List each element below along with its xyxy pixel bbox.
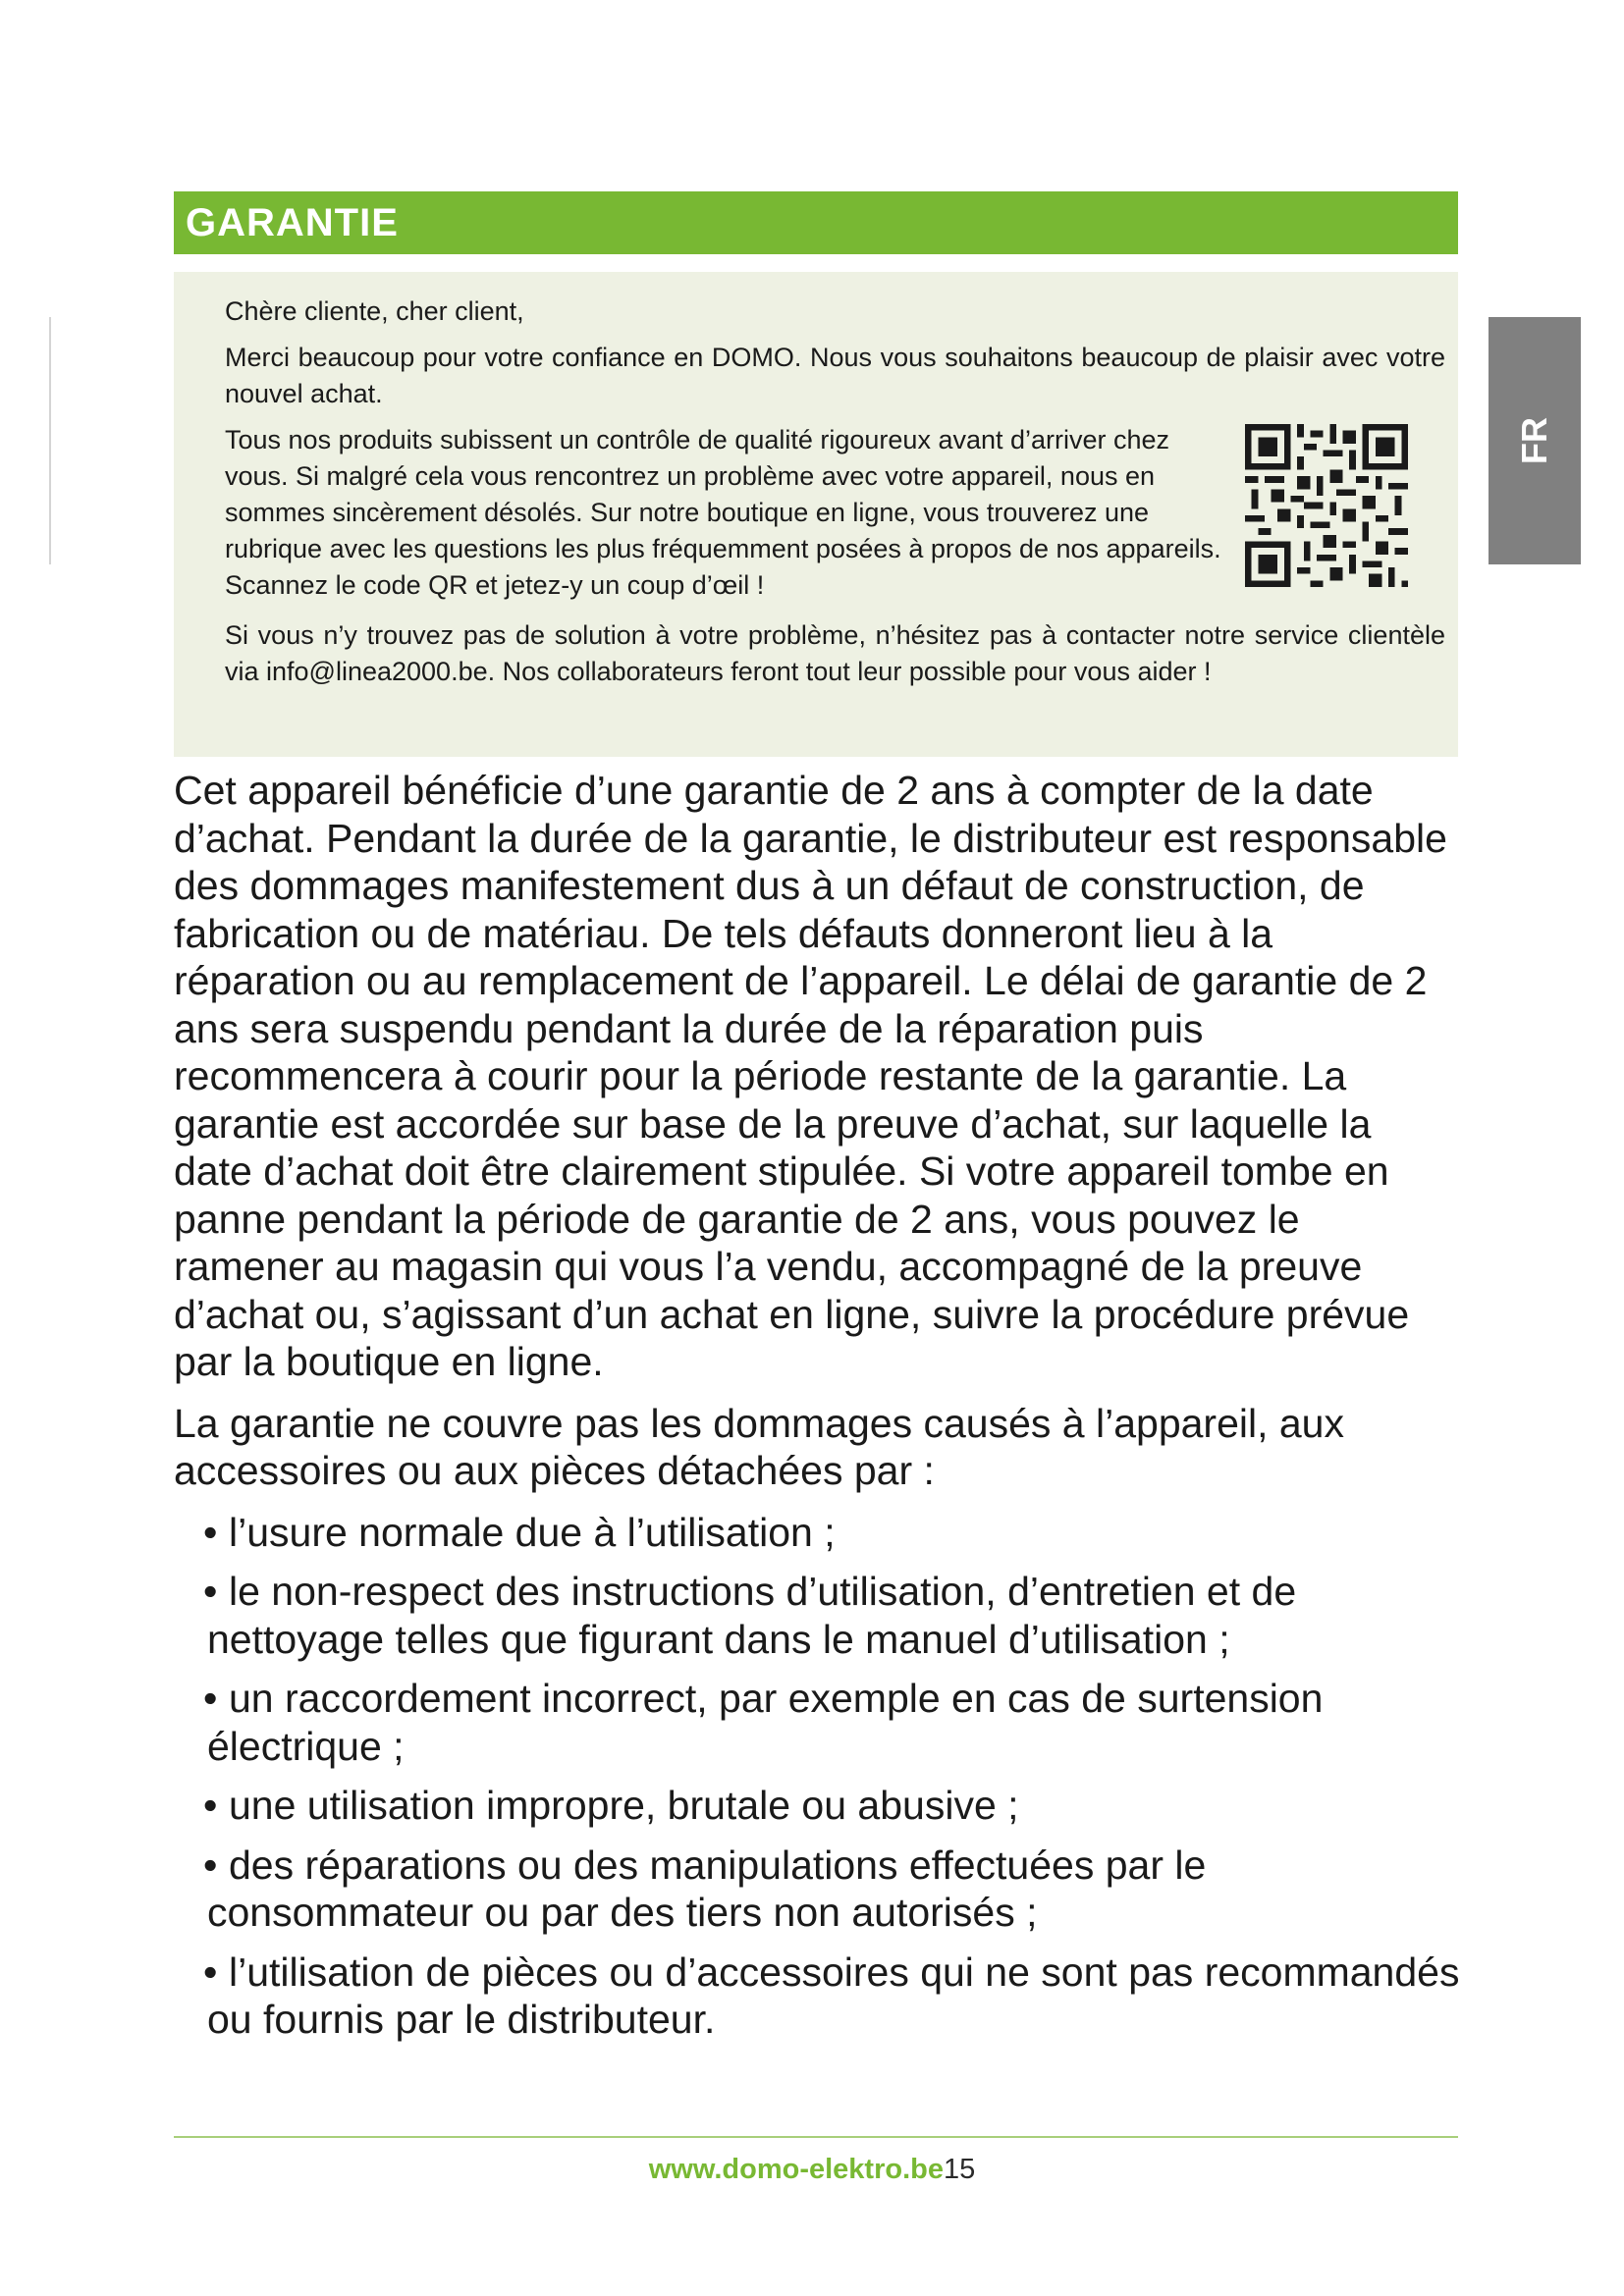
bullet-icon: • — [203, 1949, 218, 1995]
qr-code-icon[interactable] — [1245, 424, 1408, 587]
warranty-body — [174, 767, 1460, 2056]
list-item: • des réparations ou des manipulations effectuées par le consommateur ou par des tiers non autorisés ; — [203, 1842, 1207, 1935]
bullet-icon: • — [203, 1569, 218, 1614]
customer-notice-box — [174, 272, 1458, 757]
page-number: 15 — [943, 2154, 976, 2185]
list-item: • un raccordement incorrect, par exemple en cas de surtension électrique ; — [203, 1676, 1324, 1769]
notice-greeting: Chère cliente, cher client, — [225, 296, 524, 326]
language-tab — [1489, 317, 1581, 564]
list-item: • l’usure normale due à l’utilisation ; — [203, 1509, 836, 1555]
bullet-icon: • — [203, 1842, 218, 1888]
list-item: • le non-respect des instructions d’utilisation, d’entretien et de nettoyage telles que figurant dans le manuel d’utilisation ; — [203, 1569, 1297, 1662]
notice-contact: Si vous n’y trouvez pas de solution à votre problème, n’hésitez pas à contacter notre service clientèle via info@linea2000.be. Nos collaborateurs feront tout leur possible pour vous aider ! — [225, 620, 1445, 686]
bullet-icon: • — [203, 1509, 218, 1555]
notice-thanks: Merci beaucoup pour votre confiance en DOMO. Nous vous souhaitons beaucoup de plaisir avec votre nouvel achat. — [225, 343, 1445, 408]
section-header — [174, 191, 1458, 254]
exclusions-list — [174, 1509, 1460, 2044]
notice-quality: Tous nos produits subissent un contrôle de qualité rigoureux avant d’arriver chez vous. Si malgré cela vous rencontrez un problème avec votre appareil, nous en sommes sincèrement désolés. Sur notre boutique en ligne, vous trouverez une rubrique avec les questions les plus fréquemment posées à propos de nos appareils. Scannez le code QR et jetez-y un coup d’œil ! — [225, 425, 1221, 600]
footer-divider — [174, 2136, 1458, 2138]
bullet-icon: • — [203, 1676, 218, 1721]
list-item: • l’utilisation de pièces ou d’accessoires qui ne sont pas recommandés ou fournis par le distributeur. — [203, 1949, 1460, 2042]
website-link[interactable]: www.domo-elektro.be — [648, 2154, 944, 2185]
list-item: • une utilisation impropre, brutale ou abusive ; — [203, 1783, 1019, 1828]
bullet-icon: • — [203, 1783, 218, 1828]
margin-rule — [49, 317, 51, 564]
footer — [0, 2154, 1624, 2186]
warranty-terms-paragraph: Cet appareil bénéficie d’une garantie de 2 ans à compter de la date d’achat. Pendant la durée de la garantie, le distributeur est responsable des dommages manifestement dus à un défaut de construction, de fabrication ou de matériau. De tels défauts donneront lieu à la réparation ou au remplacement de l’appareil. Le délai de garantie de 2 ans sera suspendu pendant la durée de la réparation puis recommencera à courir pour la période restante de la garantie. La garantie est accordée sur base de la preuve d’achat, sur laquelle la date d’achat doit être clairement stipulée. Si votre appareil tombe en panne pendant la période de garantie de 2 ans, vous pouvez le ramener au magasin qui vous l’a vendu, accompagné de la preuve d’achat ou, s’agissant d’un achat en ligne, suivre la procédure prévue par la boutique en ligne. — [174, 768, 1447, 1384]
language-tab-label: FR — [1514, 417, 1554, 464]
section-title: GARANTIE — [186, 201, 399, 244]
exclusions-intro: La garantie ne couvre pas les dommages causés à l’appareil, aux accessoires ou aux pièces détachées par : — [174, 1400, 1344, 1493]
